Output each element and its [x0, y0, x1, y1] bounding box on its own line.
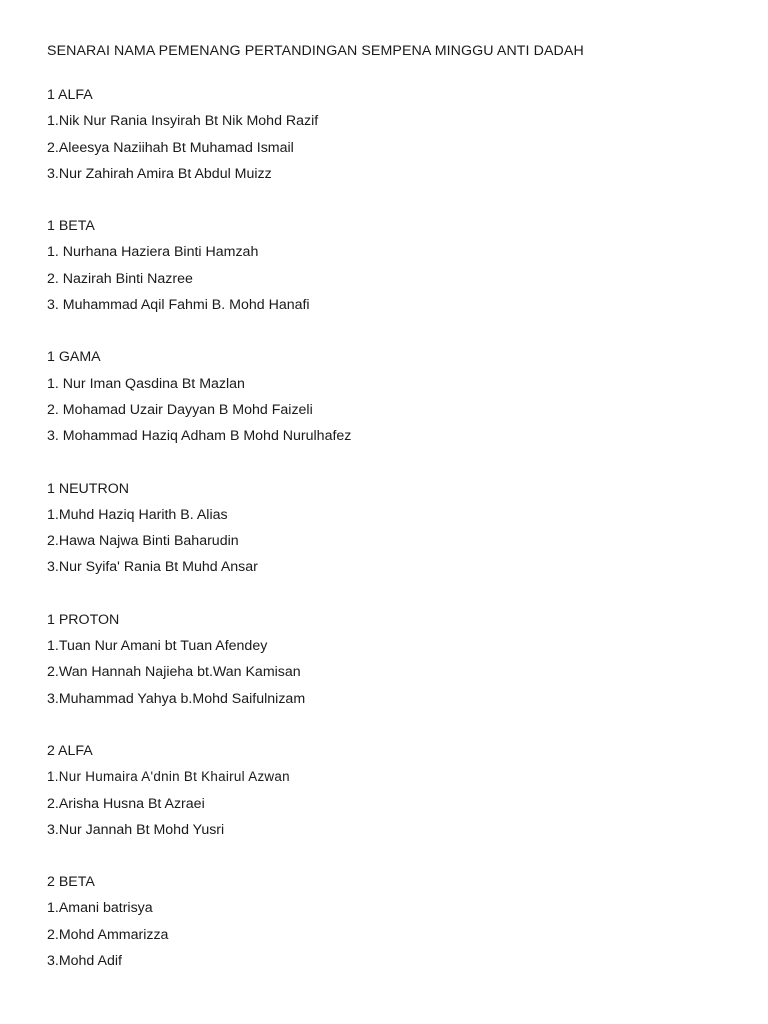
section-label: 1 BETA: [47, 218, 95, 235]
winner-entry: 1.Muhd Haziq Harith B. Alias: [47, 506, 228, 523]
winner-entry: 1.Amani batrisya: [47, 900, 153, 917]
winner-entry: 3.Nur Zahirah Amira Bt Abdul Muizz: [47, 165, 272, 182]
section-2-beta: [47, 869, 748, 974]
winner-entry: 3. Mohammad Haziq Adham B Mohd Nurulhafez: [47, 428, 352, 445]
section-label: 1 NEUTRON: [47, 480, 129, 497]
section-label: 2 ALFA: [47, 742, 93, 759]
section-label: 2 BETA: [47, 874, 95, 891]
section-label: 1 ALFA: [47, 87, 93, 103]
winner-entry: 2.Mohd Ammarizza: [47, 926, 169, 943]
document-page: [47, 40, 748, 1000]
winner-entry: 2.Aleesya Naziihah Bt Muhamad Ismail: [47, 139, 294, 156]
winner-entry: 1.Nur Humaira A'dnin Bt Khairul Azwan: [47, 769, 290, 785]
section-1-proton: [47, 607, 748, 712]
winner-entry: 3.Muhammad Yahya b.Mohd Saifulnizam: [47, 690, 306, 707]
section-1-gama: [47, 344, 748, 449]
winner-entry: 1.Nik Nur Rania Insyirah Bt Nik Mohd Razif: [47, 113, 319, 130]
winner-entry: 3.Mohd Adif: [47, 953, 122, 970]
winner-entry: 3. Muhammad Aqil Fahmi B. Mohd Hanafi: [47, 297, 310, 314]
document-title: SENARAI NAMA PEMENANG PERTANDINGAN SEMPENA MINGGU ANTI DADAH: [47, 43, 584, 59]
section-1-alfa: [47, 82, 748, 187]
section-label: 1 PROTON: [47, 611, 120, 628]
winner-entry: 2.Arisha Husna Bt Azraei: [47, 795, 205, 812]
section-label: 1 GAMA: [47, 349, 101, 366]
winner-entry: 1. Nur Iman Qasdina Bt Mazlan: [47, 375, 245, 392]
winner-entry: 2.Hawa Najwa Binti Baharudin: [47, 533, 239, 550]
section-2-alfa: [47, 738, 748, 843]
section-1-beta: [47, 213, 748, 318]
winner-entry: 1.Tuan Nur Amani bt Tuan Afendey: [47, 638, 268, 655]
winner-entry: 2.Wan Hannah Najieha bt.Wan Kamisan: [47, 664, 301, 681]
winner-entry: 3.Nur Jannah Bt Mohd Yusri: [47, 821, 225, 838]
section-1-neutron: [47, 476, 748, 581]
winner-entry: 3.Nur Syifa' Rania Bt Muhd Ansar: [47, 559, 258, 576]
winner-entry: 2. Mohamad Uzair Dayyan B Mohd Faizeli: [47, 401, 313, 418]
winner-entry: 2. Nazirah Binti Nazree: [47, 270, 193, 287]
winner-entry: 1. Nurhana Haziera Binti Hamzah: [47, 244, 259, 261]
